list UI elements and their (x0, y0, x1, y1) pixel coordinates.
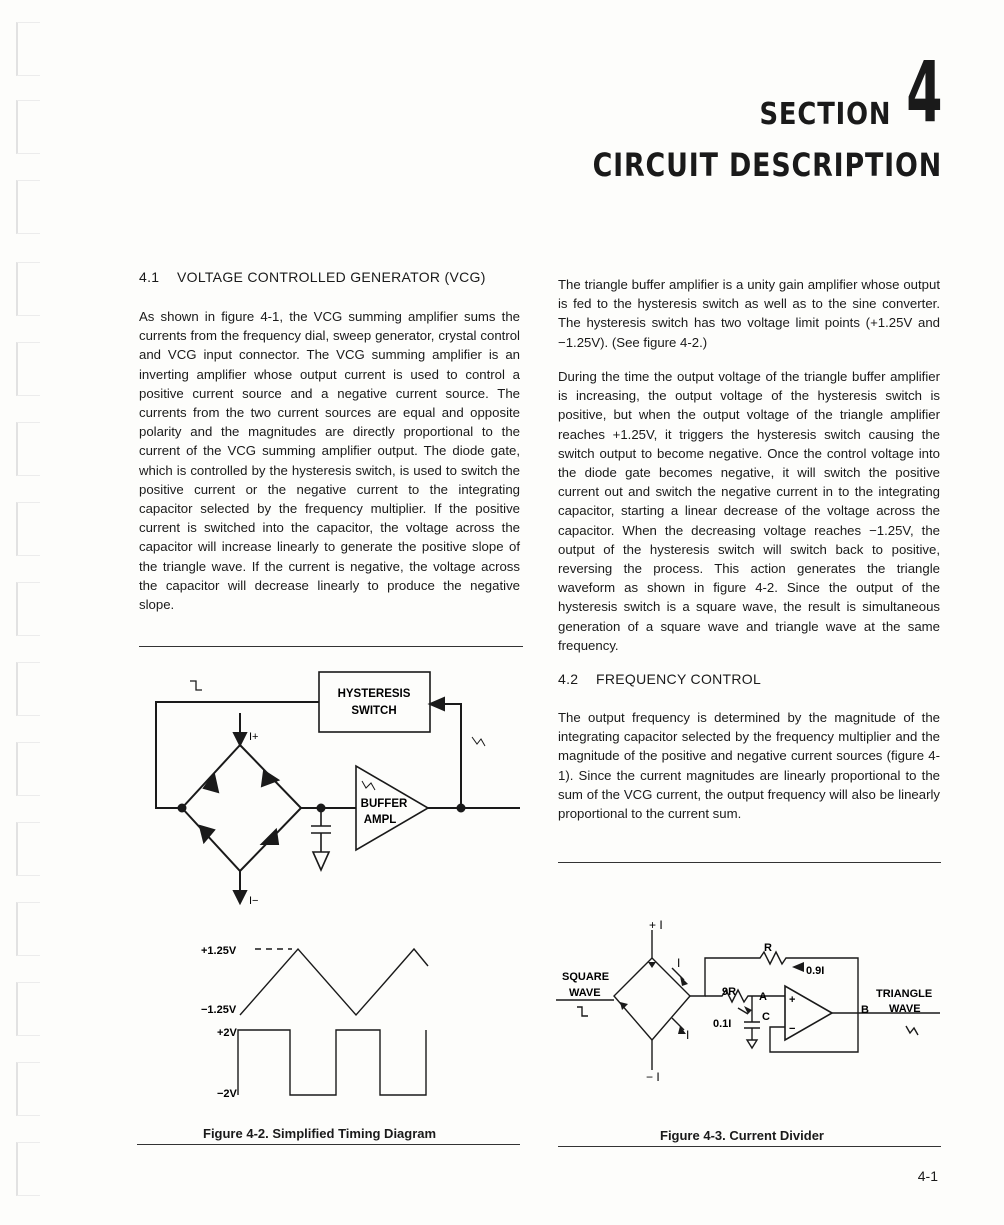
triangle-waveform (240, 949, 428, 1015)
node-a-label: A (759, 991, 767, 1003)
heading-title: FREQUENCY CONTROL (596, 671, 762, 687)
minus-i-label: − I (646, 1070, 660, 1084)
threshold-positive-label: +1.25V (201, 945, 237, 957)
paragraph-text: The output frequency is determined by the magnitude of the integrating capacitor selected by the frequency multiplier and the magnitude of the positive and negative current sources (figure 4-1). Since the current magnitudes are linearly proportional to the sum of the VCG current, the output frequency will also be linearly proportional to the current sum. (558, 710, 940, 822)
page-number: 4-1 (917, 1168, 938, 1184)
triangle-wave-symbol (362, 781, 375, 790)
triangle-wave-label: WAVE (889, 1003, 921, 1015)
hysteresis-switch-box (319, 672, 430, 732)
plus-i-label: + I (649, 918, 663, 932)
i-plus-label: I+ (249, 731, 259, 743)
op-plus-label: + (789, 994, 796, 1006)
section-number: 4 (905, 43, 942, 141)
diode (200, 771, 278, 844)
figure-4-2-caption: Figure 4-2. Simplified Timing Diagram (203, 1126, 437, 1141)
arrow-into-switch (430, 698, 444, 710)
paragraph-text: The triangle buffer amplifier is a unity gain amplifier whose output is fed to the hysteresis switch as well as to the sine converter. The hysteresis switch has two voltage limit points (+1.25V and −1.25V). (See figure 4-2.) (558, 277, 940, 350)
section-word: SECTION (759, 97, 892, 132)
heading-number: 4.2 (558, 671, 579, 687)
figure-4-3-caption: Figure 4-3. Current Divider (660, 1128, 824, 1143)
junction-node (318, 805, 325, 812)
triangle-wave-symbol (472, 737, 485, 746)
square-wave-symbol (190, 681, 202, 690)
nine-r-label: 9R (722, 986, 737, 998)
divider-rule (137, 1144, 520, 1145)
hysteresis-label: SWITCH (351, 705, 397, 717)
i-bottom-label: I (686, 1028, 690, 1042)
op-minus-label: − (789, 1023, 796, 1035)
section-title: CIRCUIT DESCRIPTION (592, 146, 942, 184)
square-waveform (238, 1030, 426, 1095)
junction-node (458, 805, 465, 812)
c-current-label: 0.1I (713, 1018, 732, 1030)
divider-rule (558, 1146, 941, 1147)
junction-node (179, 805, 186, 812)
square-negative-label: −2V (217, 1088, 237, 1100)
i-top-label: I (677, 956, 681, 970)
paragraph-text: As shown in figure 4-1, the VCG summing amplifier sums the currents from the frequency dial, sweep generator, crystal control and VCG input connector. The VCG summing amplifier is an inverting amplifier whose output current is used to control a positive current source and a negative current source. The currents from the two current sources are equal and opposite polarity and the magnitudes are directly proportional to the current of the VCG summing amplifier output. The diode gate, which is controlled by the hysteresis switch, is used to switch the positive current or the negative current to the integrating capacitor selected by the frequency multiplier. If the positive current is switched into the capacitor, the voltage across the capacitor will increase linearly to generate the positive slope of the triangle wave. If the current is negative, the voltage across the capacitor will decrease linearly to produce the negative slope. (139, 309, 520, 613)
heading-number: 4.1 (139, 269, 160, 285)
square-wave-symbol (577, 1007, 588, 1016)
i-minus-arrow (234, 891, 246, 903)
paragraph-text: During the time the output voltage of the triangle buffer amplifier is increasing, the output voltage of the hysteresis switch is positive, but when the output voltage of the triangle amplifier reaches +1.25V, it triggers the hysteresis switch causing the switch output to become negative. Once the control voltage into the diode gate becomes negative, it will switch the positive current out and switch the negative current in to the integrating capacitor, starting a linear decrease of the voltage across the capacitor. When the decreasing voltage reaches −1.25V, the output of the hysteresis switch will switch back to positive, reversing the process. This action generates the triangle waveform as shown in figure 4-2. Since the output of the hysteresis switch is a square wave, the result is simultaneous generation of a square wave and triangle wave at the same frequency. (558, 369, 940, 653)
square-wave-label: SQUARE (562, 971, 610, 983)
diode-bridge (182, 745, 301, 871)
hysteresis-label: HYSTERESIS (337, 688, 411, 700)
i-plus-arrow (234, 733, 246, 745)
heading-title: VOLTAGE CONTROLLED GENERATOR (VCG) (177, 269, 486, 285)
triangle-wave-symbol (906, 1026, 918, 1035)
square-positive-label: +2V (217, 1027, 237, 1039)
square-wave-label: WAVE (569, 987, 601, 999)
r-label: R (764, 942, 772, 954)
node-b-label: B (861, 1004, 869, 1016)
current-divider-bridge (614, 958, 690, 1040)
node-c-label: C (762, 1011, 770, 1023)
integrating-capacitor (311, 808, 331, 870)
buffer-label: AMPL (363, 814, 397, 826)
i-minus-label: I− (249, 895, 259, 907)
r-current-label: 0.9I (806, 965, 825, 977)
threshold-negative-label: −1.25V (201, 1004, 237, 1016)
ground-triangle (747, 1040, 757, 1048)
triangle-wave-label: TRIANGLE (876, 988, 933, 1000)
buffer-label: BUFFER (360, 798, 408, 810)
